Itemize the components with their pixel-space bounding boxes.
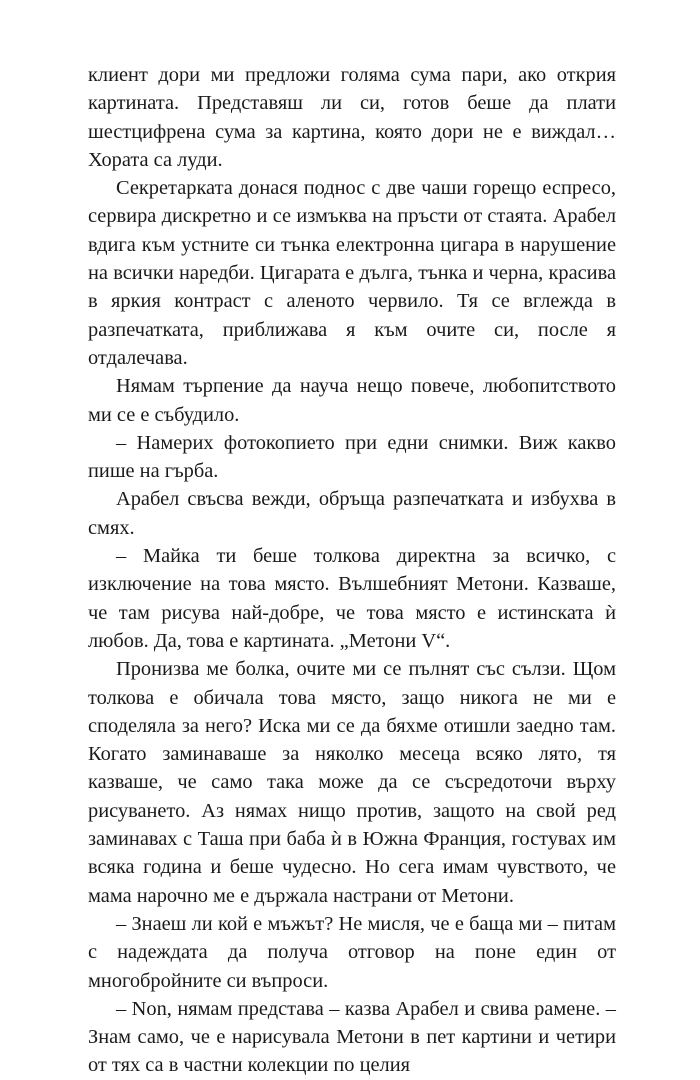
book-page (88, 61, 616, 1080)
paragraph: – Non, нямам представа – казва Арабел и свива рамене. – Знам само, че е нарисувала Метони в пет картини и четири от тях са в частни колекции по целия (88, 997, 616, 1077)
paragraph: Арабел свъсва вежди, обръща разпечатката и избухва в смях. (88, 488, 616, 539)
paragraph: клиент дори ми предложи голяма сума пари, ако открия картината. Представяш ли си, готов беше да плати шестцифрена сума за картина, която дори не е виждал… Хората са луди. (88, 64, 616, 171)
paragraph: Пронизва ме болка, очите ми се пълнят със сълзи. Щом толкова е обичала това място, защо никога не ми е споделяла за него? Иска ми се да бяхме отишли заедно там. Когато заминаваше за няколко месеца всяко лято, тя казваше, че само така може да се съсредоточи върху рисуването. Аз нямах нищо против, защото на свой ред заминавах с Таша при баба ѝ в Южна Франция, гостувах им всяка година и беше чудесно. Но сега имам чувството, че мама нарочно ме е държала настрани от Метони. (88, 658, 616, 907)
paragraph: – Намерих фотокопието при едни снимки. Виж какво пише на гърба. (88, 431, 616, 483)
paragraph: Секретарката донася поднос с две чаши горещо еспресо, сервира дискретно и се измъква на пръсти от стаята. Арабел вдига към устните си тънка електронна цигара в нарушение на всички наредби. Цигарата е дълга, тънка и черна, красива в яркия контраст с аленото червило. Тя се вглежда в разпечатката, приближава я към очите си, после я отдалечава. (88, 177, 616, 369)
paragraph: Нямам търпение да науча нещо повече, любопитството ми се е събудило. (88, 375, 616, 426)
paragraph: – Майка ти беше толкова директна за всичко, с изключение на това място. Вълшебният Метони. Казваше, че там рисува най-добре, че това място е истинската ѝ любов. Да, това е картината. „Метони V“. (88, 545, 616, 652)
paragraph: – Знаеш ли кой е мъжът? Не мисля, че е баща ми – питам с надеждата да получа отговор на поне един от многобройните си въпроси. (88, 912, 616, 992)
